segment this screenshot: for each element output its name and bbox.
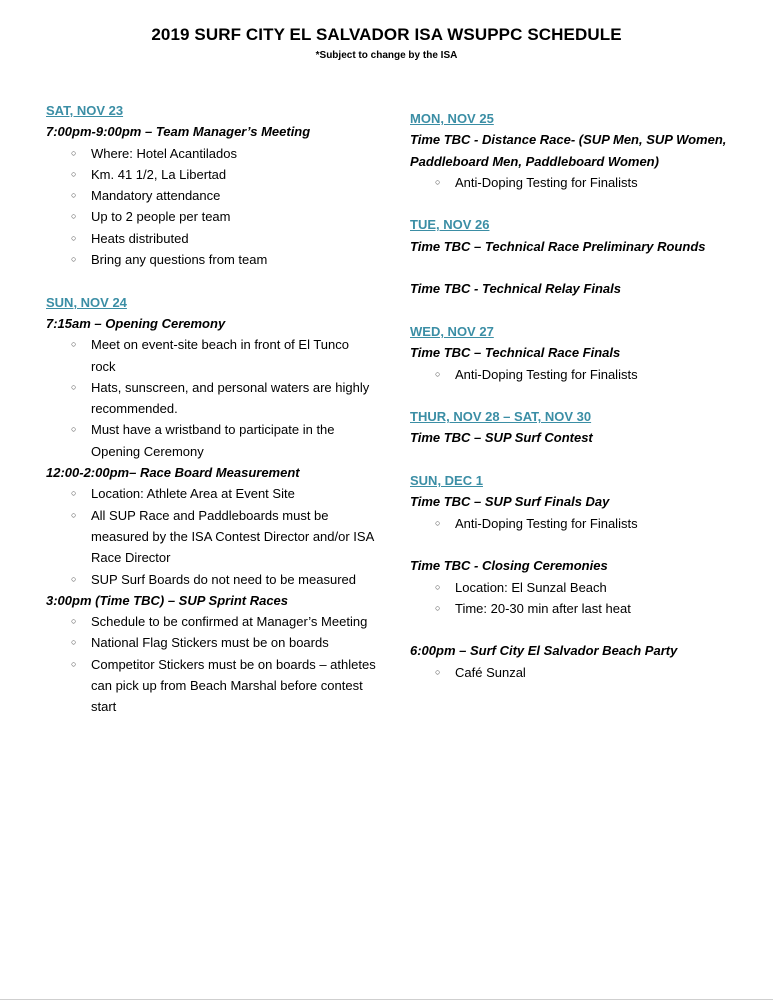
event-sup-sprint-races: 3:00pm (Time TBC) – SUP Sprint Races xyxy=(46,592,289,608)
list-sat-nov23 xyxy=(46,143,376,271)
list-mon-nov25 xyxy=(410,172,760,193)
event-technical-race-finals: Time TBC – Technical Race Finals xyxy=(410,345,621,361)
day-heading-tue-nov26: TUE, NOV 26 xyxy=(410,217,490,233)
list-sup-sprint-races xyxy=(46,611,376,717)
list-item: ○ Km. 41 1/2, La Libertad xyxy=(46,164,376,185)
document-subtitle: *Subject to change by the ISA xyxy=(315,50,458,61)
right-column xyxy=(410,108,760,683)
circle-bullet-icon: ○ xyxy=(71,232,77,243)
circle-bullet-icon: ○ xyxy=(435,176,441,187)
list-item: ○ Bring any questions from team xyxy=(46,249,376,270)
day-heading-wed-nov27: WED, NOV 27 xyxy=(410,323,494,339)
event-sup-surf-contest: Time TBC – SUP Surf Contest xyxy=(410,430,593,446)
event-opening-ceremony: 7:15am – Opening Ceremony xyxy=(46,315,226,331)
list-opening-ceremony xyxy=(46,334,376,462)
event-technical-relay-finals: Time TBC - Technical Relay Finals xyxy=(410,281,621,297)
event-race-board-measurement: 12:00-2:00pm– Race Board Measurement xyxy=(46,465,300,481)
list-item: ○ All SUP Race and Paddleboards must be measured by the ISA Contest Director and/or ISA Race Director xyxy=(46,505,376,569)
list-item: ○ Competitor Stickers must be on boards – athletes can pick up from Beach Marshal before contest start xyxy=(46,654,376,718)
day-heading-sun-nov24: SUN, NOV 24 xyxy=(46,294,127,310)
page-bottom-divider xyxy=(0,999,773,1000)
circle-bullet-icon: ○ xyxy=(71,616,77,627)
list-item: ○ Meet on event-site beach in front of El Tunco rock xyxy=(46,334,376,377)
circle-bullet-icon: ○ xyxy=(435,517,441,528)
circle-bullet-icon: ○ xyxy=(71,424,77,435)
circle-bullet-icon: ○ xyxy=(71,147,77,158)
circle-bullet-icon: ○ xyxy=(435,581,441,592)
document-title: 2019 SURF CITY EL SALVADOR ISA WSUPPC SCHEDULE xyxy=(151,25,622,44)
event-beach-party: 6:00pm – Surf City El Salvador Beach Party xyxy=(410,643,678,659)
circle-bullet-icon: ○ xyxy=(71,254,77,265)
event-technical-race-prelims: Time TBC – Technical Race Preliminary Rounds xyxy=(410,238,706,254)
event-team-managers-meeting: 7:00pm-9:00pm – Team Manager’s Meeting xyxy=(46,124,311,140)
list-item: ○ Anti-Doping Testing for Finalists xyxy=(410,364,760,385)
circle-bullet-icon: ○ xyxy=(71,381,77,392)
list-item: ○ Mandatory attendance xyxy=(46,185,376,206)
list-item: ○ Location: El Sunzal Beach xyxy=(410,577,760,598)
event-sup-surf-finals-day: Time TBC – SUP Surf Finals Day xyxy=(410,494,610,510)
list-item: ○ Hats, sunscreen, and personal waters are highly recommended. xyxy=(46,377,376,420)
list-item: ○ SUP Surf Boards do not need to be measured xyxy=(46,569,376,590)
list-item: ○ Schedule to be confirmed at Manager’s Meeting xyxy=(46,611,376,632)
circle-bullet-icon: ○ xyxy=(71,190,77,201)
list-race-board-measurement xyxy=(46,483,376,589)
circle-bullet-icon: ○ xyxy=(71,658,77,669)
list-wed-nov27 xyxy=(410,364,760,385)
circle-bullet-icon: ○ xyxy=(71,573,77,584)
circle-bullet-icon: ○ xyxy=(71,637,77,648)
list-item: ○ Where: Hotel Acantilados xyxy=(46,143,376,164)
list-item: ○ Anti-Doping Testing for Finalists xyxy=(410,513,760,534)
list-item: ○ National Flag Stickers must be on boards xyxy=(46,632,376,653)
list-item: ○ Must have a wristband to participate in the Opening Ceremony xyxy=(46,419,376,462)
event-closing-ceremonies: Time TBC - Closing Ceremonies xyxy=(410,558,608,574)
circle-bullet-icon: ○ xyxy=(435,602,441,613)
list-beach-party xyxy=(410,662,760,683)
day-heading-sun-dec1: SUN, DEC 1 xyxy=(410,473,483,489)
circle-bullet-icon: ○ xyxy=(435,368,441,379)
list-item: ○ Time: 20-30 min after last heat xyxy=(410,598,760,619)
circle-bullet-icon: ○ xyxy=(71,488,77,499)
circle-bullet-icon: ○ xyxy=(71,211,77,222)
circle-bullet-icon: ○ xyxy=(71,509,77,520)
list-sup-surf-finals xyxy=(410,513,760,534)
circle-bullet-icon: ○ xyxy=(71,339,77,350)
circle-bullet-icon: ○ xyxy=(71,168,77,179)
circle-bullet-icon: ○ xyxy=(435,666,441,677)
list-item: ○ Anti-Doping Testing for Finalists xyxy=(410,172,760,193)
list-item: ○ Heats distributed xyxy=(46,228,376,249)
list-closing-ceremonies xyxy=(410,577,760,620)
day-heading-mon-nov25: MON, NOV 25 xyxy=(410,111,494,126)
list-item: ○ Café Sunzal xyxy=(410,662,760,683)
list-item: ○ Location: Athlete Area at Event Site xyxy=(46,483,376,504)
left-column xyxy=(46,100,376,718)
list-item: ○ Up to 2 people per team xyxy=(46,206,376,227)
event-distance-race: Time TBC - Distance Race- (SUP Men, SUP Women, Paddleboard Men, Paddleboard Women) xyxy=(410,132,727,169)
day-heading-thu-nov28: THUR, NOV 28 – SAT, NOV 30 xyxy=(410,409,592,425)
day-heading-sat-nov23: SAT, NOV 23 xyxy=(46,103,124,118)
